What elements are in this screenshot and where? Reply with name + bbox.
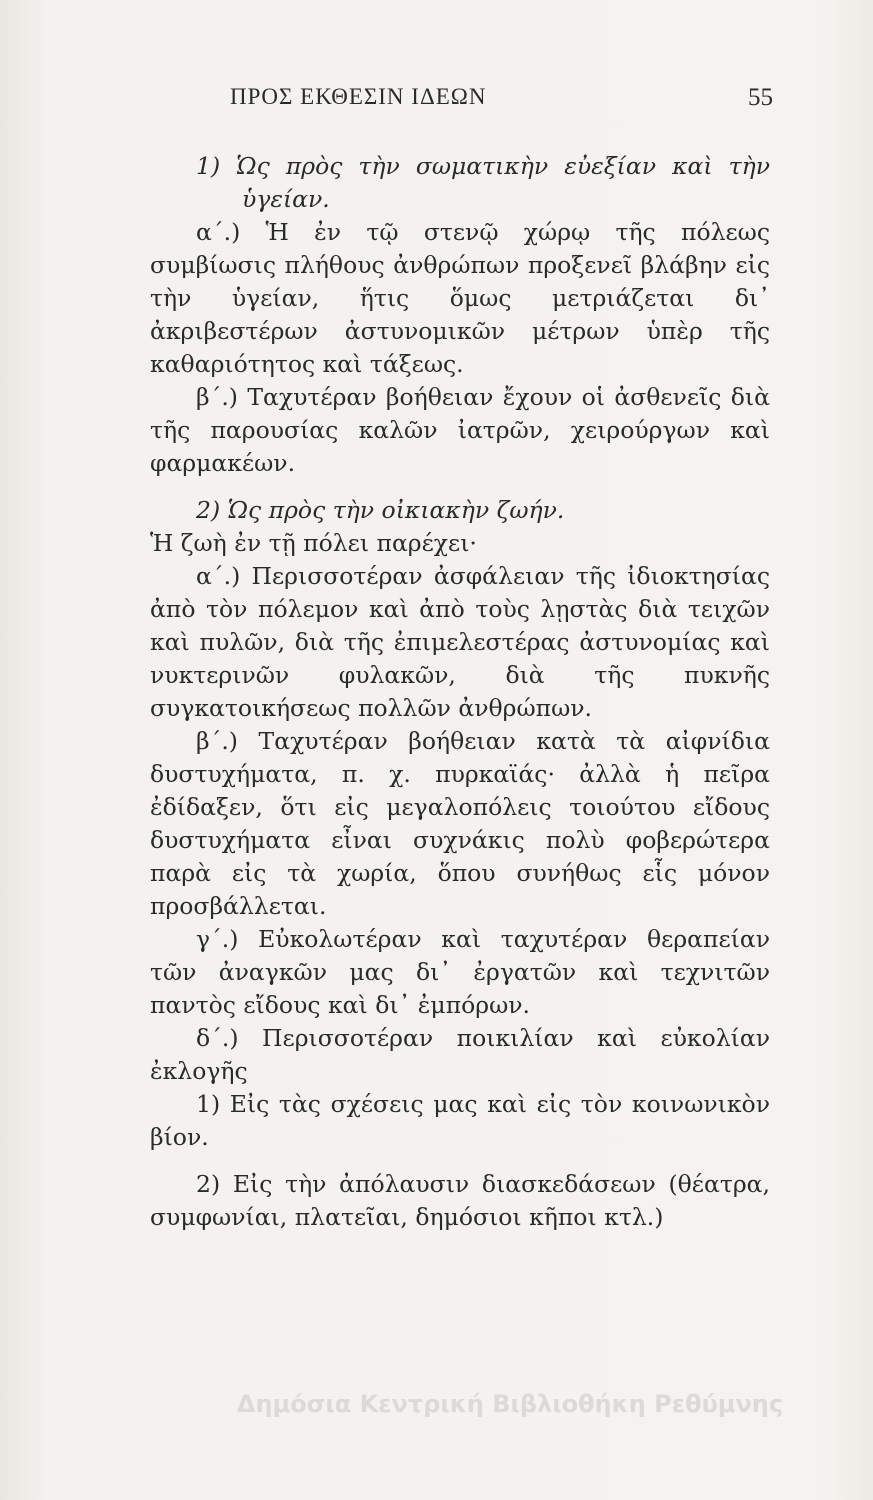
paragraph: Ἡ ζωὴ ἐν τῇ πόλει παρέχει· — [150, 529, 477, 557]
paragraph: 1) Εἰς τὰς σχέσεις μας καὶ εἰς τὸν κοινωνικὸν βίον. — [150, 1090, 770, 1151]
section-heading: 2) Ὡς πρὸς τὴν οἰκιακὴν ζωήν. — [196, 496, 565, 524]
page-body — [150, 150, 770, 1234]
paragraph: 2) Εἰς τὴν ἀπόλαυσιν διασκεδάσεων (θέατρα, συμφωνίαι, πλατεῖαι, δημόσιοι κῆποι κτλ.) — [150, 1170, 770, 1231]
paragraph: α΄.) Περισσοτέραν ἀσφάλειαν τῆς ἰδιοκτησίας ἀπὸ τὸν πόλεμον καὶ ἀπὸ τοὺς λῃστὰς διὰ τειχῶν καὶ πυλῶν, διὰ τῆς ἐπιμελεστέρας ἀστυνομίας καὶ νυκτερινῶν φυλακῶν, διὰ τῆς πυκνῆς συγκατοικήσεως πολλῶν ἀνθρώπων. — [150, 562, 770, 722]
paragraph: γ΄.) Εὐκολωτέραν καὶ ταχυτέραν θεραπείαν τῶν ἀναγκῶν μας δι᾽ ἐργατῶν καὶ τεχνιτῶν παντὸς εἴδους καὶ δι᾽ ἐμπόρων. — [150, 925, 770, 1019]
running-title: ΠΡΟΣ ΕΚΘΕΣΙΝ ΙΔΕΩΝ — [230, 84, 487, 109]
paragraph: β΄.) Ταχυτέραν βοήθειαν ἔχουν οἱ ἀσθενεῖς διὰ τῆς παρουσίας καλῶν ἰατρῶν, χειρούργων καὶ φαρμακέων. — [150, 383, 770, 477]
section-heading: 1) Ὡς πρὸς τὴν σωματικὴν εὐεξίαν καὶ τὴν ὑγείαν. — [196, 152, 770, 213]
paragraph: β΄.) Ταχυτέραν βοήθειαν κατὰ τὰ αἰφνίδια δυστυχήματα, π. χ. πυρκαϊάς· ἀλλὰ ἡ πεῖρα ἐδίδαξεν, ὅτι εἰς μεγαλοπόλεις τοιούτου εἴδους δυστυχήματα εἶναι συχνάκις πολὺ φοβερώτερα παρὰ εἰς τὰ χωρία, ὅπου συνήθως εἷς μόνον προσβάλλεται. — [150, 727, 770, 920]
page-number: 55 — [748, 84, 773, 111]
page-header — [150, 84, 773, 118]
paragraph: α΄.) Ἡ ἐν τῷ στενῷ χώρῳ τῆς πόλεως συμβίωσις πλήθους ἀνθρώπων προξενεῖ βλάβην εἰς τὴν ὑγείαν, ἥτις ὅμως μετριάζεται δι᾽ ἀκριβεστέρων ἀστυνομικῶν μέτρων ὑπὲρ τῆς καθαριότητος καὶ τάξεως. — [150, 218, 770, 378]
library-watermark: Δημόσια Κεντρική Βιβλιοθήκη Ρεθύμνης — [236, 1390, 784, 1418]
paragraph: δ΄.) Περισσοτέραν ποικιλίαν καὶ εὐκολίαν ἐκλογῆς — [150, 1024, 770, 1085]
